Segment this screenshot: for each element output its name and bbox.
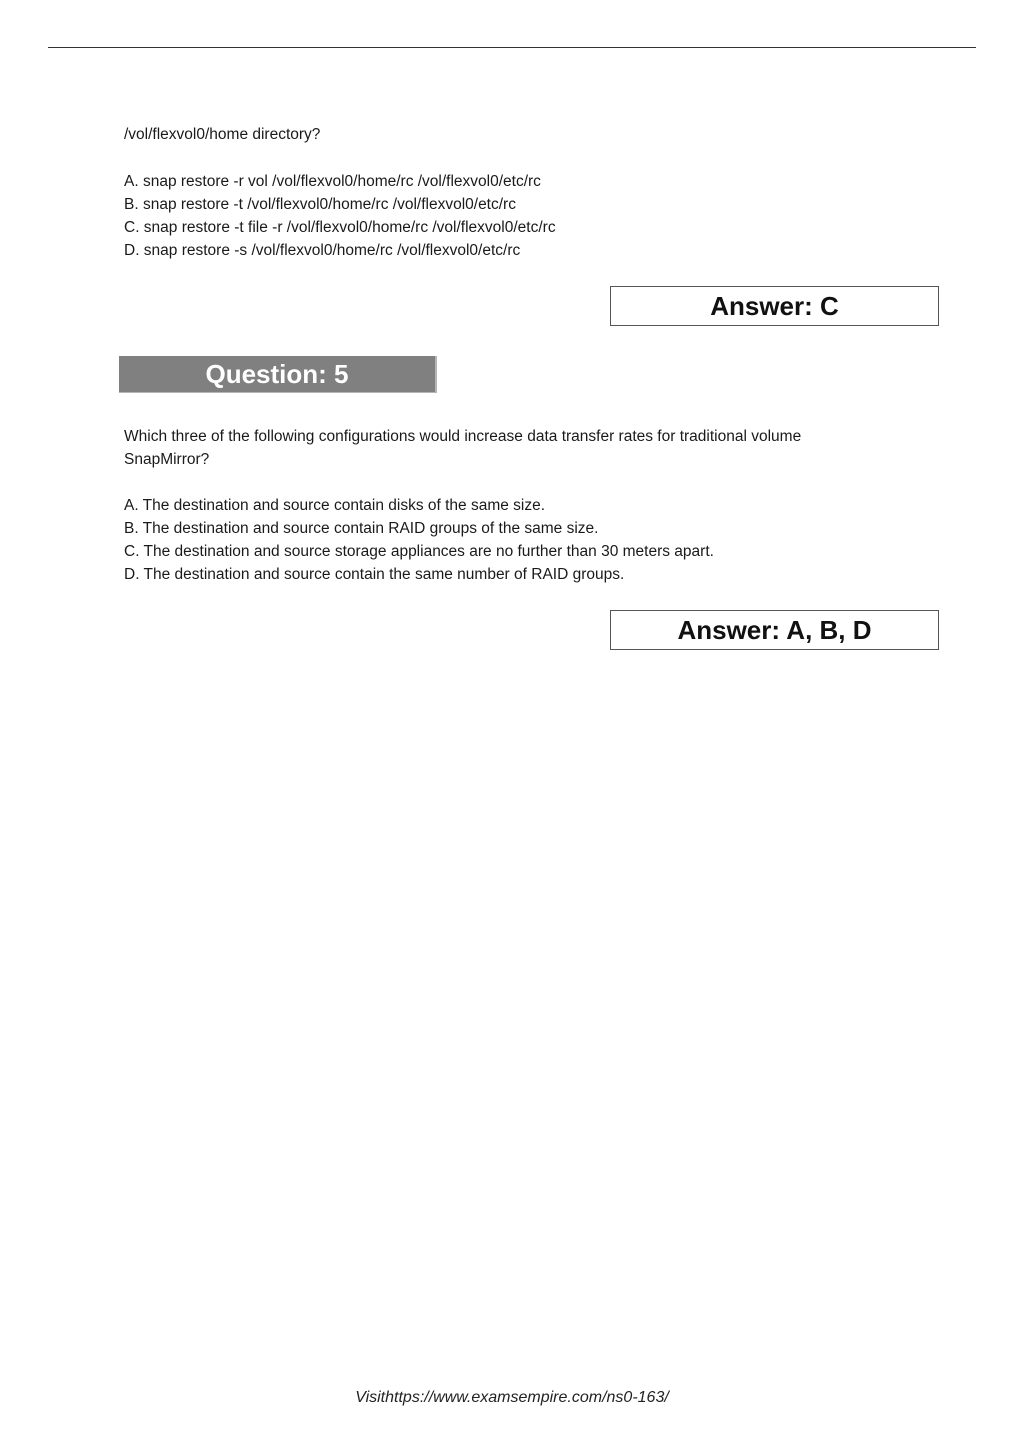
q4-option-d: D. snap restore -s /vol/flexvol0/home/rc /vol/flexvol0/etc/rc — [124, 242, 521, 259]
q5-answer-box: Answer: A, B, D — [610, 610, 939, 650]
footer-link[interactable]: Visithttps://www.examsempire.com/ns0-163/ — [355, 1389, 669, 1406]
question-5-heading: Question: 5 — [119, 356, 437, 393]
q5-stem-line-1: Which three of the following configurations would increase data transfer rates for traditional volume — [124, 428, 802, 445]
q4-answer-box: Answer: C — [610, 286, 939, 326]
q4-option-a: A. snap restore -r vol /vol/flexvol0/home/rc /vol/flexvol0/etc/rc — [124, 173, 541, 190]
q5-option-b: B. The destination and source contain RAID groups of the same size. — [124, 520, 599, 537]
q5-stem-line-2: SnapMirror? — [124, 451, 210, 468]
header-divider — [48, 47, 976, 48]
q4-option-b: B. snap restore -t /vol/flexvol0/home/rc /vol/flexvol0/etc/rc — [124, 196, 516, 213]
q5-option-c: C. The destination and source storage appliances are no further than 30 meters apart. — [124, 543, 714, 560]
q4-stem-tail: /vol/flexvol0/home directory? — [124, 126, 321, 143]
q4-option-c: C. snap restore -t file -r /vol/flexvol0/home/rc /vol/flexvol0/etc/rc — [124, 219, 556, 236]
q5-option-d: D. The destination and source contain the same number of RAID groups. — [124, 566, 625, 583]
q5-option-a: A. The destination and source contain disks of the same size. — [124, 497, 546, 514]
